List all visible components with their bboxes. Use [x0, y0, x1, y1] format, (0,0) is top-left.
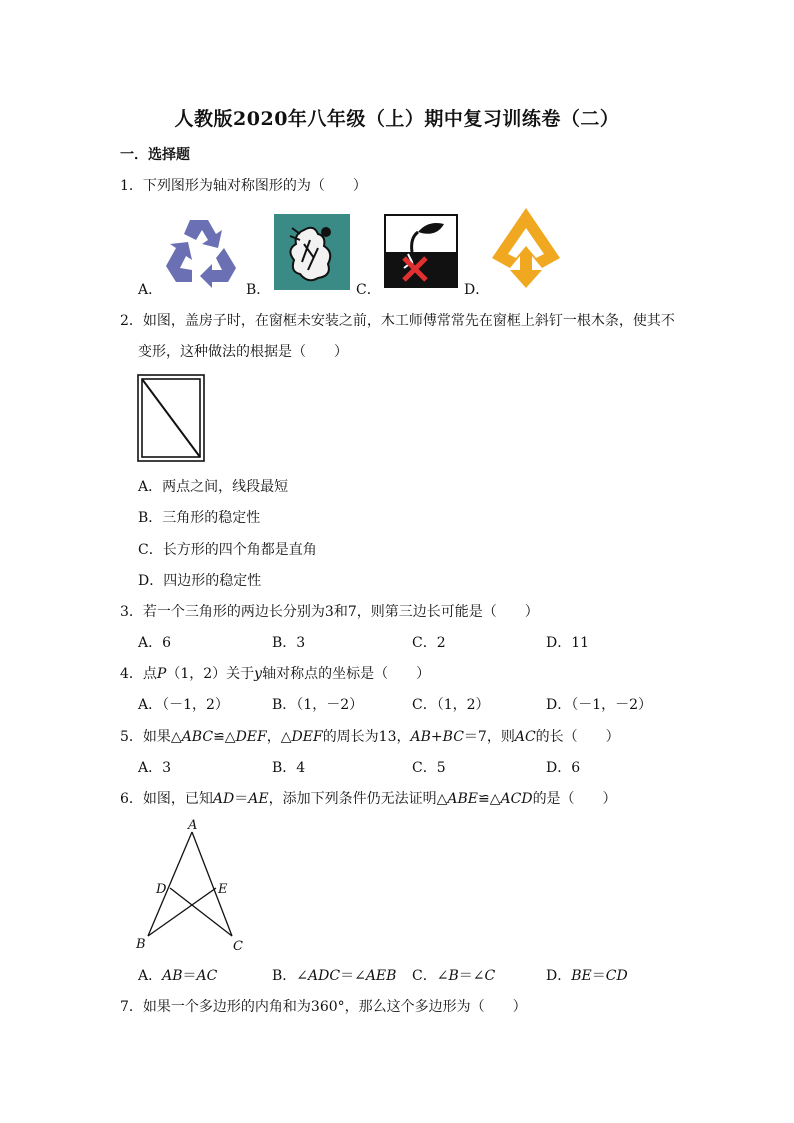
- q3-option-c: C．2: [412, 635, 446, 651]
- q5-text: 5．如果△: [120, 729, 182, 745]
- q4-text: （1，2）关于: [166, 666, 255, 682]
- q3-option-a: A．6: [138, 635, 172, 651]
- question-4-stem: [120, 665, 430, 683]
- q6-text: 6．如图，已知: [120, 791, 213, 807]
- q1-option-c-label: C．: [356, 282, 381, 298]
- question-1-stem: 1．下列图形为轴对称图形的为（ ）: [120, 178, 367, 194]
- page-title: 人教版2020年八年级（上）期中复习训练卷（二）: [174, 108, 620, 130]
- q5-var: AC: [514, 729, 536, 745]
- q5-text: ≌△: [213, 729, 236, 745]
- q6-var: ACD: [500, 791, 533, 807]
- recycle-icon: [162, 214, 242, 288]
- garbage-icon: [274, 214, 350, 290]
- q6-var: AEB: [365, 968, 397, 984]
- q6-var: ABE: [447, 791, 479, 807]
- q1-option-d-label: D．: [464, 282, 490, 298]
- q6-option-b: [272, 967, 396, 985]
- q6-text: ＝∠: [458, 968, 485, 984]
- q6-text: ，添加下列条件仍无法证明△: [268, 791, 448, 807]
- q6-text: 的是（ ）: [532, 791, 617, 807]
- q5-option-b: B．4: [272, 760, 306, 776]
- q5-var: BC: [442, 729, 464, 745]
- q6-text: ＝: [591, 968, 606, 984]
- q6-text: ＝: [182, 968, 197, 984]
- q4-option-b: B．（1，－2）: [272, 697, 364, 713]
- q6-var: CD: [605, 968, 628, 984]
- q4-option-d: D．（－1，－2）: [546, 697, 653, 713]
- question-3-stem: 3．若一个三角形的两边长分别为3和7，则第三边长可能是（ ）: [120, 604, 539, 620]
- no-plant-icon: [384, 214, 458, 288]
- q2-option-c: C．长方形的四个角都是直角: [138, 542, 317, 558]
- q6-var: AC: [196, 968, 218, 984]
- q1-option-b-label: B．: [246, 282, 271, 298]
- q6-option-label: C．∠: [412, 968, 449, 984]
- q4-axis-y: y: [254, 666, 263, 682]
- q5-text: ，△: [266, 729, 292, 745]
- q5-text: ＝7，则: [463, 729, 515, 745]
- q6-var: B: [448, 968, 459, 984]
- q6-text: ＝∠: [340, 968, 366, 984]
- q2-option-b: B．三角形的稳定性: [138, 510, 261, 526]
- q6-option-label: B．∠: [272, 968, 309, 984]
- q5-text: 的长（ ）: [535, 729, 620, 745]
- triangle-figure: [130, 816, 260, 958]
- q1-option-a-label: A．: [138, 282, 163, 298]
- question-6-stem: [120, 790, 617, 808]
- q5-option-c: C．5: [412, 760, 446, 776]
- q5-var: DEF: [235, 729, 267, 745]
- point-c-label: C: [233, 939, 243, 954]
- q5-var: ABC: [181, 729, 214, 745]
- q5-var: AB: [410, 729, 431, 745]
- q6-text: ≌△: [478, 791, 501, 807]
- q6-option-d: [546, 967, 628, 985]
- q6-option-label: A．: [138, 968, 163, 984]
- point-a-label: A: [188, 818, 198, 833]
- q6-option-c: [412, 967, 495, 985]
- q5-option-a: A．3: [138, 760, 172, 776]
- q6-var: AB: [162, 968, 183, 984]
- window-frame-figure: [137, 374, 205, 462]
- q4-point-p: P: [156, 666, 167, 682]
- q6-var: AD: [212, 791, 235, 807]
- q4-option-c: C．（1，2）: [412, 697, 490, 713]
- q4-option-a: A．（－1，2）: [138, 697, 229, 713]
- q4-text: 4．点: [120, 666, 157, 682]
- q6-option-a: [138, 967, 217, 985]
- section-heading: 一．选择题: [120, 147, 190, 163]
- point-b-label: B: [136, 937, 146, 952]
- q6-var: ADC: [308, 968, 341, 984]
- q3-option-d: D．11: [546, 635, 590, 651]
- point-d-label: D: [156, 882, 167, 897]
- q6-var: C: [484, 968, 496, 984]
- question-2-stem-line2: 变形，这种做法的根据是（ ）: [138, 344, 348, 360]
- arrow-sign-icon: [490, 206, 562, 290]
- q6-var: AE: [248, 791, 269, 807]
- question-5-stem: [120, 728, 620, 746]
- q5-option-d: D．6: [546, 760, 581, 776]
- question-7-stem: 7．如果一个多边形的内角和为360°，那么这个多边形为（ ）: [120, 999, 527, 1015]
- point-e-label: E: [218, 882, 228, 897]
- q2-option-a: A．两点之间，线段最短: [138, 479, 289, 495]
- q5-text: +: [430, 729, 443, 745]
- q6-text: ＝: [234, 791, 249, 807]
- q5-var: DEF: [291, 729, 323, 745]
- q5-text: 的周长为13，: [322, 729, 411, 745]
- question-2-stem-line1: 2．如图，盖房子时，在窗框未安装之前，木工师傅常常先在窗框上斜钉一根木条，使其不: [120, 313, 675, 329]
- q3-option-b: B．3: [272, 635, 306, 651]
- q6-option-label: D．: [546, 968, 572, 984]
- q4-text: 轴对称点的坐标是（ ）: [262, 666, 431, 682]
- q6-var: BE: [571, 968, 592, 984]
- q2-option-d: D．四边形的稳定性: [138, 573, 262, 589]
